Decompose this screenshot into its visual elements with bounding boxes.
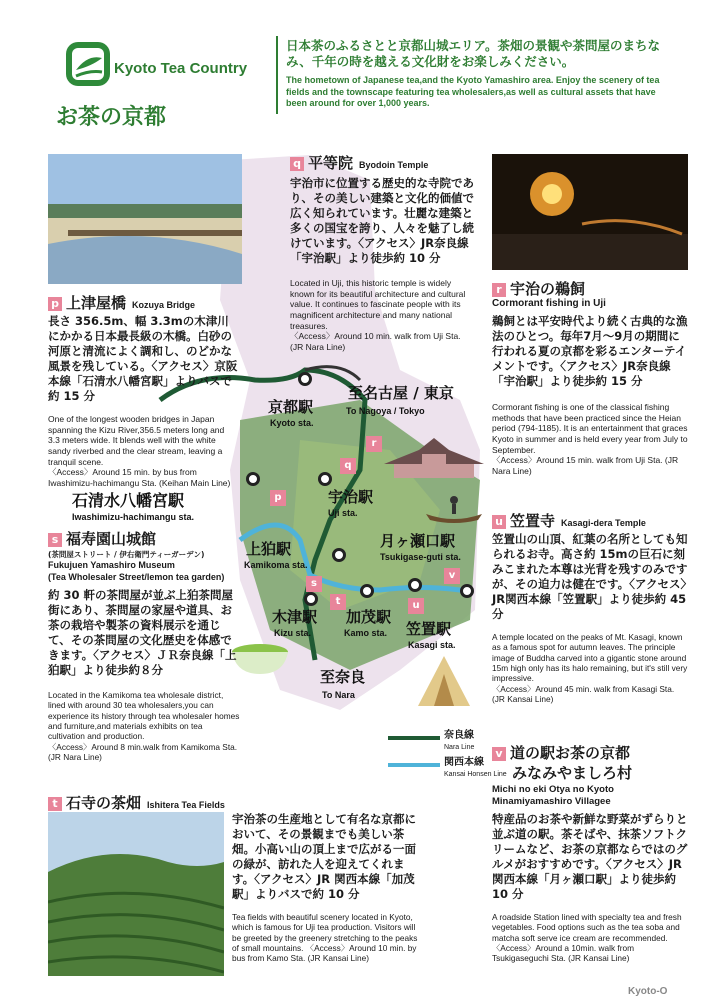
label-iwashimizu-jp: 石清水八幡宮駅	[72, 491, 185, 510]
map-pin-r: r	[366, 436, 382, 452]
label-nagoya-en: To Nagoya / Tokyo	[346, 406, 425, 416]
michinoeki-title-en2: Minamiyamashiro Villagee	[492, 796, 611, 807]
legend-kansai-jp: 関西本線	[444, 757, 484, 768]
label-nara-en: To Nara	[322, 690, 355, 700]
map-pin-v: v	[444, 568, 460, 584]
label-kamikoma-en: Kamikoma sta.	[244, 560, 308, 570]
byodoin-title: q 平等院 Byodoin Temple	[290, 152, 428, 173]
cormorant-fishing-photo	[492, 154, 688, 270]
label-kamo-en: Kamo sta.	[344, 628, 388, 638]
michinoeki-title: v 道の駅お茶の京都	[492, 742, 630, 763]
kozuya-body-en: One of the longest wooden bridges in Japan spanning the Kizu River,356.5 meters long and 3.3 meters wide. It blends well with the white sandy riverbed and the clear stream, leaving a tranquil scene. 〈Access〉Around 15 min. by bus from Iwashimizu-hachimangu Sta. (Keihan Main Line)	[48, 414, 231, 488]
label-kasagi-jp: 笠置駅	[406, 620, 452, 638]
label-uji-en: Uji sta.	[328, 508, 358, 518]
legend-nara-jp: 奈良線	[444, 730, 474, 741]
station-uji	[318, 472, 332, 486]
map-pin-u: u	[408, 598, 424, 614]
kasagi-body-en: A temple located on the peaks of Mt. Kasagi, known as a famous spot for autumn leaves. The principle image of Buddha carved into a gigantic stone around 15m high only has its halo remaining, but it's still very impressive. 〈Access〉Around 45 min. walk from Kasagi Sta. (JR Kansai Line)	[492, 632, 688, 705]
map-pin-t: t	[330, 594, 346, 610]
fukujuen-title-en: Fukujuen Yamashiro Museum	[48, 560, 175, 570]
byodoin-body-jp: 宇治市に位置する歴史的な寺院であり、その美しい建築と文化的価値で広く知られています。壮麗な建築と多くの国宝を誇り、人々を魅了し続けています。〈アクセス〉JR奈良線「宇治駅」より徒歩約 10 分	[290, 176, 474, 265]
station-kasagi	[408, 578, 422, 592]
kasagi-title: u 笠置寺 Kasagi-dera Temple	[492, 510, 646, 531]
page-label: Kyoto-O	[628, 986, 668, 997]
station-kamikoma	[332, 548, 346, 562]
byodoin-illustration	[384, 430, 484, 490]
station-kyoto	[298, 372, 312, 386]
label-kizu-en: Kizu sta.	[274, 628, 312, 638]
legend-nara-en: Nara Line	[444, 744, 475, 751]
michinoeki-title2: みなみやましろ村	[512, 764, 633, 782]
fukujuen-subtitle-jp: (茶問屋ストリート / 伊右衛門ティーガーデン)	[48, 550, 205, 559]
label-uji-jp: 宇治駅	[328, 488, 374, 506]
byodoin-body-en: Located in Uji, this historic temple is widely known for its beautiful architecture and cultural value. It continues to fascinate people with its magnificent architecture and many national treasures. 〈Access〉Around 10 min. walk from Uji Sta. (JR Nara Line)	[290, 278, 466, 352]
ukai-title-en: Cormorant fishing in Uji	[492, 298, 606, 309]
michinoeki-body-en: A roadside Station lined with specialty tea and fresh vegetables. Food options such as the tea soba and matcha soft serve ice cream are recommended. 〈Access〉Around a 10min. walk from Tsukigaseguchi Sta. (JR Kansai Line)	[492, 912, 682, 964]
ishitera-body-en: Tea fields with beautiful scenery located in Kyoto, which is famous for Uji tea production. Visitors will be greeted by the greenery stretching to the peaks of small mountains. 〈Access〉Around 10 min. by bus from Kamo Sta. (JR Kansai Line)	[232, 912, 418, 964]
label-kasagi-en: Kasagi sta.	[408, 640, 456, 650]
camp-icon	[414, 652, 474, 712]
station-kamo	[360, 584, 374, 598]
kozuya-title: p 上津屋橋 Kozuya Bridge	[48, 292, 195, 313]
map-pin-q: q	[340, 458, 356, 474]
fukujuen-title: s 福寿園山城館	[48, 528, 156, 549]
map-pin-s: s	[306, 576, 322, 592]
boat-illustration	[424, 486, 484, 526]
kozuya-body-jp: 長さ 356.5m、幅 3.3mの木津川にかかる日本最長級の木橋。白砂の河原と清流によく調和し、のどかな風景を残している。〈アクセス〉京阪本線「石清水八幡宮駅」よりバスで約 15 分	[48, 314, 238, 403]
label-kamikoma-jp: 上狛駅	[246, 540, 292, 558]
label-iwashimizu-en: Iwashimizu-hachimangu sta.	[72, 512, 195, 522]
label-nara-jp: 至奈良	[320, 668, 366, 686]
ishitera-title: t 石寺の茶畑 Ishitera Tea Fields	[48, 792, 225, 813]
ukai-body-jp: 鵜飼とは平安時代より続く古典的な漁法のひとつ。毎年7月〜9月の期間に行われる夏の京都を彩るエンターテイメントです。〈アクセス〉JR奈良線「宇治駅」より徒歩約 15 分	[492, 314, 688, 388]
label-tsukigase-en: Tsukigase-guti sta.	[380, 552, 461, 562]
ukai-title: r 宇治の鵜飼	[492, 278, 585, 299]
logo-title: Kyoto Tea Country	[114, 60, 248, 77]
ishitera-tea-fields-photo	[48, 812, 224, 976]
michinoeki-title-en: Michi no eki Otya no Kyoto	[492, 784, 614, 795]
station-iwashimizu	[246, 472, 260, 486]
label-kizu-jp: 木津駅	[272, 608, 318, 626]
logo-jp: お茶の京都	[56, 105, 167, 130]
fukujuen-body-en: Located in the Kamikoma tea wholesale district, lined with around 30 tea wholesalers,you can experience its history through tea wholesaler homes and furniture,and materials exhibits on tea cultivation and production. 〈Access〉Around 8 min.walk from Kamikoma Sta. (JR Nara Line)	[48, 690, 240, 763]
station-tsukigase	[460, 584, 474, 598]
kozuya-bridge-photo	[48, 154, 242, 284]
fukujuen-title-en2: (Tea Wholesaler Street/lemon tea garden)	[48, 572, 225, 582]
legend-kansai-en: Kansai Honsen Line	[444, 771, 507, 778]
intro-jp: 日本茶のふるさとと京都山城エリア。茶畑の景観や茶問屋のまちなみ、千年の時を越える文化財をお楽しみください。	[286, 38, 661, 70]
label-kyoto-en: Kyoto sta.	[270, 418, 314, 428]
ishitera-body-jp: 宇治茶の生産地として有名な京都において、その景観までも美しい茶畑。小高い山の頂上まで広がる一面の緑が、訪れた人を迎えてくれます。〈アクセス〉JR 関西本線「加茂駅」よりバスで約 10 分	[232, 812, 416, 901]
ukai-body-en: Cormorant fishing is one of the classical fishing methods that have been practiced since the Heian period (794-1185). It is an entertainment that graces Kyoto in summer and is held every year from July to September. 〈Access〉Around 15 min. walk from Uji Sta. (JR Nara Line)	[492, 402, 688, 476]
station-kizu	[304, 592, 318, 606]
label-kamo-jp: 加茂駅	[346, 608, 392, 626]
map-pin-p: p	[270, 490, 286, 506]
label-nagoya-jp: 至名古屋 / 東京	[348, 384, 454, 402]
michinoeki-body-jp: 特産品のお茶や新鮮な野菜がずらりと並ぶ道の駅。茶そばや、抹茶ソフトクリームなど、お茶の京都ならではのグルメがおすすめです。〈アクセス〉JR 関西本線「月ヶ瀬口駅」より徒歩約 10 分	[492, 812, 688, 901]
kasagi-body-jp: 笠置山の山頂、紅葉の名所としても知られるお寺。高さ約 15mの巨石に刻みこまれた本尊は光背を残すのみですが、その迫力は健在です。〈アクセス〉JR関西本線「笠置駅」より徒歩約 45 分	[492, 532, 688, 621]
intro-en: The hometown of Japanese tea,and the Kyoto Yamashiro area. Enjoy the scenery of tea fields and the townscape featuring tea wholesalers,as well as cultural assets that have been around for over 1,000 years.	[286, 75, 660, 109]
fukujuen-body-jp: 約 30 軒の茶問屋が並ぶ上狛茶問屋街にあり、茶問屋の家屋や道具、お茶の栽培や製茶の資料展示を通じて、その茶問屋の文化歴史を体感できます。〈アクセス〉ＪＲ奈良線「上狛駅」より徒歩約８分	[48, 588, 237, 677]
label-tsukigase-jp: 月ヶ瀬口駅	[380, 532, 456, 550]
label-kyoto-jp: 京都駅	[268, 398, 314, 416]
